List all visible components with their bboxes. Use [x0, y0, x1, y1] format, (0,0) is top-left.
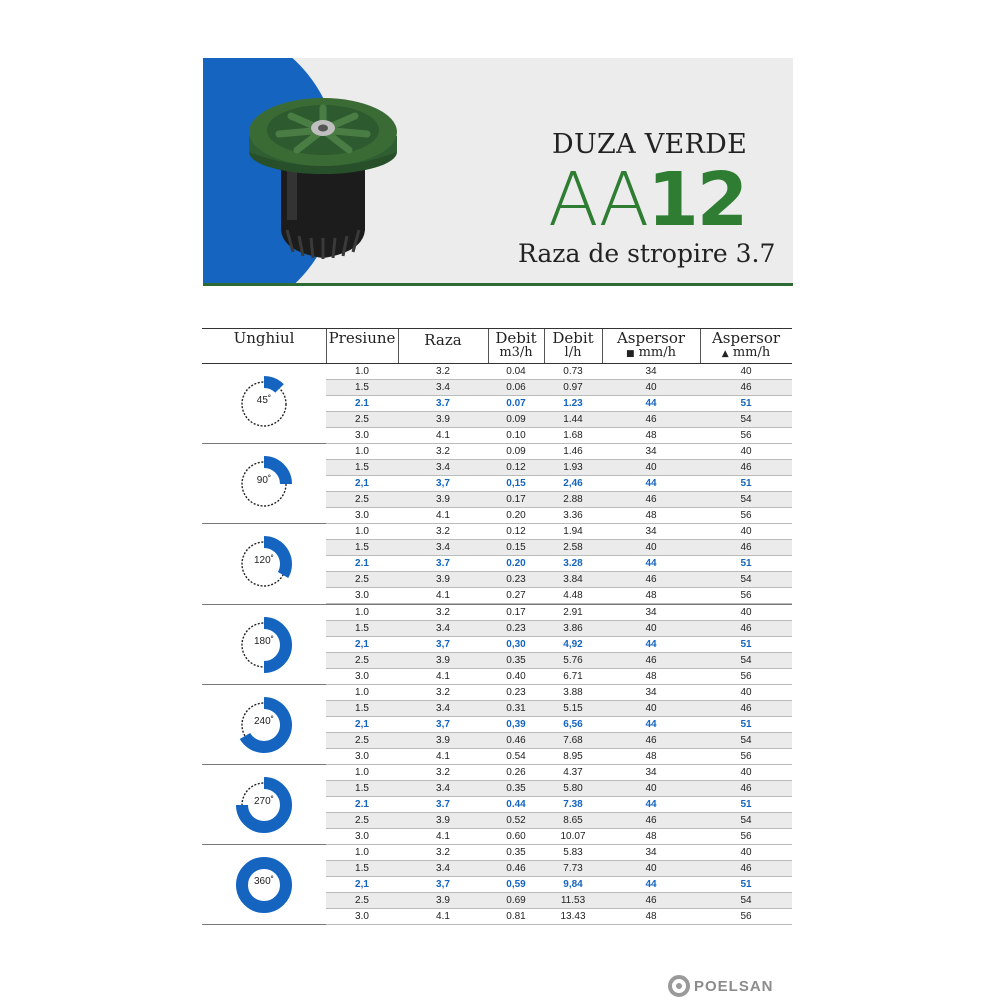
cell-flow-lh: 7.68	[563, 734, 583, 746]
cell-flow-lh: 3.86	[563, 622, 583, 634]
cell-sprinkler-square: 46	[645, 654, 657, 666]
cell-pressure: 2.5	[355, 895, 369, 907]
cell-pressure: 1.0	[355, 606, 369, 618]
cell-sprinkler-square: 34	[645, 686, 657, 698]
cell-flow-lh: 3.84	[563, 574, 583, 586]
cell-sprinkler-triangle: 54	[740, 574, 752, 586]
cell-sprinkler-square: 46	[645, 734, 657, 746]
table-row	[326, 861, 792, 877]
cell-flow-lh: 3.28	[563, 558, 583, 570]
cell-flow-m3h: 0.35	[506, 847, 526, 859]
cell-radius: 3.4	[436, 462, 450, 474]
cell-flow-m3h: 0.09	[506, 446, 526, 458]
table-row	[326, 813, 792, 829]
cell-flow-m3h: 0.07	[506, 398, 526, 409]
cell-flow-lh: 5.76	[563, 654, 583, 666]
cell-sprinkler-triangle: 56	[740, 750, 752, 762]
cell-sprinkler-triangle: 56	[740, 670, 752, 682]
header-radius: Raza	[424, 331, 462, 349]
cell-pressure: 2.1	[355, 558, 369, 570]
cell-flow-lh: 4,92	[563, 638, 583, 650]
cell-pressure: 1.5	[355, 622, 369, 634]
model-prefix: AA	[548, 157, 648, 243]
cell-pressure: 2,1	[355, 478, 369, 490]
cell-pressure: 1.5	[355, 863, 369, 875]
cell-flow-lh: 10.07	[560, 830, 586, 842]
cell-flow-lh: 6.71	[563, 670, 583, 682]
table-row	[326, 460, 792, 476]
cell-flow-lh: 7.73	[563, 863, 583, 875]
header-banner	[203, 58, 793, 286]
cell-flow-m3h: 0.54	[506, 750, 526, 762]
cell-sprinkler-square: 44	[645, 879, 657, 891]
cell-pressure: 1.5	[355, 462, 369, 474]
cell-flow-lh: 1.44	[563, 414, 583, 425]
cell-sprinkler-triangle: 56	[740, 430, 752, 441]
cell-flow-lh: 7.38	[563, 798, 583, 810]
cell-flow-lh: 5.15	[563, 702, 583, 714]
angle-cell	[202, 685, 326, 765]
cell-radius: 3,7	[436, 478, 450, 490]
cell-pressure: 2.1	[355, 398, 369, 409]
cell-flow-m3h: 0.52	[506, 814, 526, 826]
cell-sprinkler-square: 48	[645, 670, 657, 682]
cell-flow-lh: 11.53	[560, 895, 586, 907]
cell-radius: 3.7	[436, 558, 450, 570]
cell-flow-m3h: 0.17	[506, 606, 526, 618]
cell-sprinkler-triangle: 54	[740, 734, 752, 746]
cell-flow-m3h: 0.40	[506, 670, 526, 682]
angle-group	[202, 605, 792, 685]
cell-pressure: 1.5	[355, 382, 369, 393]
cell-flow-lh: 1.23	[563, 398, 583, 409]
cell-flow-m3h: 0.23	[506, 622, 526, 634]
angle-group	[202, 444, 792, 524]
angle-group	[202, 364, 792, 444]
cell-sprinkler-triangle: 56	[740, 510, 752, 522]
cell-sprinkler-square: 40	[645, 542, 657, 554]
cell-sprinkler-square: 40	[645, 863, 657, 875]
header-sprinkler-triangle: Aspersor ▲ mm/h	[711, 329, 781, 360]
cell-flow-m3h: 0.35	[506, 782, 526, 794]
cell-sprinkler-square: 48	[645, 510, 657, 522]
cell-pressure: 1.0	[355, 366, 369, 377]
cell-flow-lh: 4.48	[563, 590, 583, 602]
cell-sprinkler-triangle: 40	[740, 686, 752, 698]
cell-sprinkler-square: 40	[645, 462, 657, 474]
cell-radius: 3.7	[436, 798, 450, 810]
cell-flow-m3h: 0.09	[506, 414, 526, 425]
cell-pressure: 2.1	[355, 798, 369, 810]
cell-radius: 3.2	[436, 526, 450, 538]
cell-sprinkler-triangle: 51	[740, 798, 752, 810]
cell-sprinkler-square: 46	[645, 494, 657, 506]
cell-sprinkler-square: 34	[645, 526, 657, 538]
cell-sprinkler-triangle: 51	[740, 638, 752, 650]
cell-pressure: 1.0	[355, 446, 369, 458]
cell-flow-lh: 6,56	[563, 718, 583, 730]
cell-flow-lh: 2.88	[563, 494, 583, 506]
table-row	[326, 909, 792, 925]
cell-flow-lh: 5.83	[563, 847, 583, 859]
cell-sprinkler-triangle: 54	[740, 654, 752, 666]
cell-sprinkler-square: 46	[645, 814, 657, 826]
cell-flow-lh: 4.37	[563, 766, 583, 778]
cell-radius: 3.4	[436, 782, 450, 794]
cell-pressure: 1.0	[355, 766, 369, 778]
cell-flow-m3h: 0.12	[506, 526, 526, 538]
cell-pressure: 2.5	[355, 734, 369, 746]
cell-radius: 3.9	[436, 895, 450, 907]
cell-flow-m3h: 0.46	[506, 734, 526, 746]
cell-radius: 4.1	[436, 510, 450, 522]
cell-radius: 3.9	[436, 414, 450, 425]
cell-flow-m3h: 0,15	[506, 478, 526, 490]
cell-flow-m3h: 0.27	[506, 590, 526, 602]
table-row	[326, 492, 792, 508]
green-nozzle-icon	[243, 80, 403, 265]
angle-label: 90˚	[256, 475, 272, 487]
angle-group	[202, 685, 792, 765]
cell-sprinkler-triangle: 40	[740, 606, 752, 618]
cell-flow-m3h: 0.69	[506, 895, 526, 907]
header-subtitle: DUZA VERDE	[552, 129, 748, 160]
cell-pressure: 2.5	[355, 654, 369, 666]
cell-radius: 4.1	[436, 430, 450, 441]
cell-flow-m3h: 0.44	[506, 798, 526, 810]
table-row	[326, 605, 792, 621]
cell-sprinkler-square: 48	[645, 830, 657, 842]
cell-sprinkler-triangle: 46	[740, 782, 752, 794]
cell-flow-m3h: 0.12	[506, 462, 526, 474]
header-sprinkler-square: Aspersor ■ mm/h	[616, 329, 686, 360]
cell-flow-lh: 3.36	[563, 510, 583, 522]
cell-sprinkler-triangle: 54	[740, 814, 752, 826]
cell-flow-m3h: 0.81	[506, 911, 526, 923]
cell-flow-m3h: 0.20	[506, 558, 526, 570]
logo-text: POELSAN	[694, 977, 774, 995]
cell-sprinkler-square: 34	[645, 366, 657, 377]
cell-pressure: 2.5	[355, 414, 369, 425]
cell-flow-lh: 3.88	[563, 686, 583, 698]
cell-sprinkler-triangle: 54	[740, 494, 752, 506]
cell-pressure: 1.5	[355, 542, 369, 554]
cell-flow-m3h: 0,30	[506, 638, 526, 650]
angle-label: 270˚	[253, 795, 274, 807]
cell-sprinkler-square: 48	[645, 430, 657, 441]
cell-flow-m3h: 0.46	[506, 863, 526, 875]
cell-flow-m3h: 0.26	[506, 766, 526, 778]
cell-sprinkler-square: 48	[645, 750, 657, 762]
cell-flow-lh: 2,46	[563, 478, 583, 490]
cell-sprinkler-square: 46	[645, 574, 657, 586]
cell-flow-m3h: 0.35	[506, 654, 526, 666]
cell-pressure: 2,1	[355, 638, 369, 650]
angle-cell	[202, 364, 326, 444]
cell-sprinkler-triangle: 46	[740, 382, 752, 393]
cell-sprinkler-square: 40	[645, 622, 657, 634]
flow-table	[202, 328, 792, 925]
cell-sprinkler-triangle: 51	[740, 558, 752, 570]
table-row	[326, 845, 792, 861]
angle-cell	[202, 605, 326, 685]
angle-group	[202, 765, 792, 845]
cell-sprinkler-triangle: 51	[740, 478, 752, 490]
cell-sprinkler-square: 44	[645, 398, 657, 409]
cell-radius: 4.1	[436, 830, 450, 842]
cell-flow-m3h: 0.17	[506, 494, 526, 506]
cell-flow-lh: 13.43	[560, 911, 586, 923]
cell-flow-lh: 0.97	[563, 382, 583, 393]
cell-sprinkler-triangle: 40	[740, 366, 752, 377]
table-row	[326, 637, 792, 653]
cell-radius: 3.9	[436, 574, 450, 586]
cell-pressure: 2.5	[355, 814, 369, 826]
angle-label: 45˚	[256, 395, 272, 406]
cell-flow-m3h: 0.20	[506, 510, 526, 522]
cell-radius: 3.2	[436, 606, 450, 618]
table-row	[326, 781, 792, 797]
cell-radius: 3.9	[436, 654, 450, 666]
cell-radius: 4.1	[436, 750, 450, 762]
model-number: 12	[647, 157, 747, 243]
cell-flow-lh: 9,84	[563, 879, 583, 891]
cell-sprinkler-triangle: 46	[740, 462, 752, 474]
table-row	[326, 380, 792, 396]
cell-radius: 3,7	[436, 879, 450, 891]
cell-radius: 4.1	[436, 911, 450, 923]
cell-flow-m3h: 0.15	[506, 542, 526, 554]
cell-sprinkler-square: 34	[645, 446, 657, 458]
table-row	[326, 524, 792, 540]
cell-flow-m3h: 0,59	[506, 879, 526, 891]
cell-flow-m3h: 0.06	[506, 382, 526, 393]
cell-flow-lh: 1.46	[563, 446, 583, 458]
table-row	[326, 797, 792, 813]
cell-sprinkler-square: 48	[645, 590, 657, 602]
cell-flow-m3h: 0.10	[506, 430, 526, 441]
cell-radius: 3.7	[436, 398, 450, 409]
cell-sprinkler-triangle: 54	[740, 414, 752, 425]
cell-radius: 3.2	[436, 366, 450, 377]
cell-flow-m3h: 0.31	[506, 702, 526, 714]
angle-label: 180˚	[253, 635, 274, 647]
table-row	[326, 653, 792, 669]
cell-pressure: 2,1	[355, 879, 369, 891]
table-row	[326, 428, 792, 444]
cell-sprinkler-triangle: 51	[740, 879, 752, 891]
cell-sprinkler-square: 34	[645, 606, 657, 618]
cell-sprinkler-square: 34	[645, 766, 657, 778]
angle-label: 120˚	[253, 555, 274, 567]
cell-flow-lh: 1.93	[563, 462, 583, 474]
cell-flow-lh: 1.68	[563, 430, 583, 441]
cell-radius: 3.4	[436, 542, 450, 554]
cell-radius: 3.2	[436, 686, 450, 698]
model-title	[548, 157, 747, 243]
cell-sprinkler-triangle: 46	[740, 702, 752, 714]
header-angle: Unghiul	[233, 329, 295, 347]
cell-pressure: 2.5	[355, 574, 369, 586]
table-row	[326, 572, 792, 588]
cell-radius: 3.2	[436, 766, 450, 778]
poelsan-logo-icon	[668, 975, 690, 997]
table-row	[326, 685, 792, 701]
header-pressure: Presiune	[328, 329, 396, 347]
table-header	[202, 328, 792, 364]
cell-pressure: 3.0	[355, 911, 369, 923]
table-row	[326, 749, 792, 765]
table-row	[326, 364, 792, 380]
cell-sprinkler-triangle: 51	[740, 398, 752, 409]
cell-pressure: 3.0	[355, 750, 369, 762]
cell-radius: 3.2	[436, 446, 450, 458]
cell-flow-lh: 8.65	[563, 814, 583, 826]
cell-radius: 4.1	[436, 670, 450, 682]
angle-label: 240˚	[253, 715, 274, 727]
table-row	[326, 765, 792, 781]
cell-sprinkler-square: 40	[645, 382, 657, 393]
cell-sprinkler-triangle: 46	[740, 622, 752, 634]
cell-radius: 3.4	[436, 863, 450, 875]
cell-radius: 3,7	[436, 638, 450, 650]
cell-sprinkler-square: 48	[645, 911, 657, 923]
angle-group	[202, 524, 792, 604]
cell-pressure: 3.0	[355, 430, 369, 441]
cell-sprinkler-square: 40	[645, 702, 657, 714]
cell-sprinkler-square: 44	[645, 478, 657, 490]
cell-radius: 3.9	[436, 494, 450, 506]
cell-sprinkler-triangle: 46	[740, 863, 752, 875]
cell-sprinkler-triangle: 40	[740, 446, 752, 458]
cell-sprinkler-triangle: 56	[740, 830, 752, 842]
cell-flow-m3h: 0.23	[506, 686, 526, 698]
spray-radius-label: Raza de stropire 3.7	[518, 239, 776, 268]
table-row	[326, 893, 792, 909]
table-row	[326, 733, 792, 749]
cell-sprinkler-triangle: 40	[740, 847, 752, 859]
angle-cell	[202, 444, 326, 524]
cell-radius: 3.4	[436, 382, 450, 393]
table-row	[326, 877, 792, 893]
cell-flow-lh: 8.95	[563, 750, 583, 762]
poelsan-logo	[668, 972, 774, 1000]
table-row	[326, 669, 792, 685]
cell-pressure: 2,1	[355, 718, 369, 730]
cell-radius: 3.9	[436, 814, 450, 826]
table-row	[326, 508, 792, 524]
header-flow-m3h: Debit m3/h	[495, 329, 537, 360]
cell-flow-m3h: 0.04	[506, 366, 526, 377]
cell-pressure: 1.5	[355, 702, 369, 714]
cell-flow-lh: 5.80	[563, 782, 583, 794]
cell-sprinkler-triangle: 56	[740, 590, 752, 602]
cell-sprinkler-square: 44	[645, 798, 657, 810]
table-row	[326, 588, 792, 604]
cell-flow-lh: 0.73	[563, 366, 583, 377]
cell-sprinkler-triangle: 40	[740, 526, 752, 538]
triangle-marker-icon: ▲	[721, 349, 729, 359]
cell-flow-lh: 1.94	[563, 526, 583, 538]
angle-label: 360˚	[253, 876, 274, 888]
cell-sprinkler-square: 44	[645, 718, 657, 730]
cell-flow-m3h: 0,39	[506, 718, 526, 730]
square-marker-icon: ■	[625, 349, 635, 359]
table-row	[326, 444, 792, 460]
cell-radius: 3.2	[436, 847, 450, 859]
table-row	[326, 717, 792, 733]
banner-divider	[203, 283, 793, 286]
angle-cell	[202, 845, 326, 925]
cell-flow-m3h: 0.23	[506, 574, 526, 586]
cell-sprinkler-triangle: 56	[740, 911, 752, 923]
table-row	[326, 540, 792, 556]
table-row	[326, 412, 792, 428]
cell-pressure: 3.0	[355, 830, 369, 842]
cell-sprinkler-triangle: 46	[740, 542, 752, 554]
cell-sprinkler-triangle: 51	[740, 718, 752, 730]
cell-pressure: 3.0	[355, 510, 369, 522]
cell-pressure: 1.5	[355, 782, 369, 794]
header-flow-lh: Debit l/h	[552, 329, 594, 360]
cell-flow-lh: 2.91	[563, 606, 583, 618]
table-row	[326, 621, 792, 637]
cell-sprinkler-square: 40	[645, 782, 657, 794]
cell-sprinkler-square: 34	[645, 847, 657, 859]
cell-flow-lh: 2.58	[563, 542, 583, 554]
cell-sprinkler-triangle: 40	[740, 766, 752, 778]
table-row	[326, 476, 792, 492]
cell-flow-m3h: 0.60	[506, 830, 526, 842]
cell-radius: 4.1	[436, 590, 450, 602]
cell-radius: 3.9	[436, 734, 450, 746]
table-row	[326, 829, 792, 845]
cell-radius: 3.4	[436, 702, 450, 714]
cell-pressure: 1.0	[355, 847, 369, 859]
cell-radius: 3.4	[436, 622, 450, 634]
cell-pressure: 3.0	[355, 670, 369, 682]
table-body	[202, 364, 792, 925]
table-row	[326, 556, 792, 572]
cell-pressure: 1.0	[355, 526, 369, 538]
cell-sprinkler-square: 46	[645, 895, 657, 907]
cell-radius: 3,7	[436, 718, 450, 730]
angle-cell	[202, 524, 326, 604]
cell-sprinkler-triangle: 54	[740, 895, 752, 907]
cell-pressure: 3.0	[355, 590, 369, 602]
cell-sprinkler-square: 44	[645, 638, 657, 650]
cell-pressure: 2.5	[355, 494, 369, 506]
angle-group	[202, 845, 792, 925]
table-row	[326, 396, 792, 412]
cell-sprinkler-square: 46	[645, 414, 657, 425]
cell-pressure: 1.0	[355, 686, 369, 698]
angle-cell	[202, 765, 326, 845]
table-row	[326, 701, 792, 717]
cell-sprinkler-square: 44	[645, 558, 657, 570]
